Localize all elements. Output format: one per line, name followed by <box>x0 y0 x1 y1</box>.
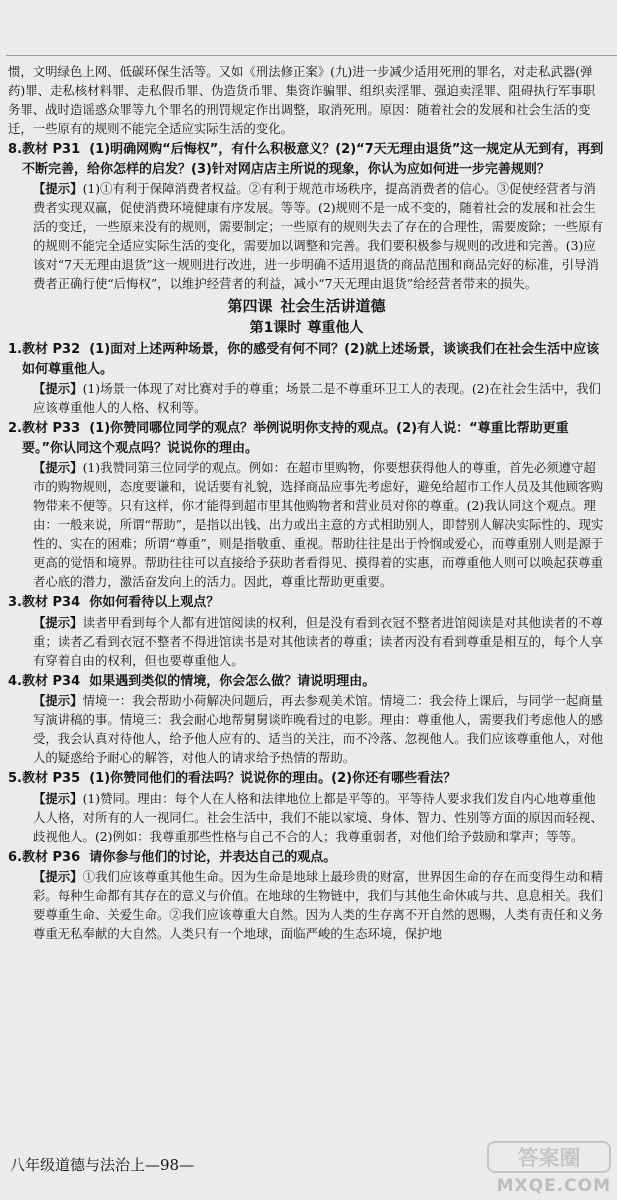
question-item <box>8 672 605 768</box>
textbook-ref: 教材 P32 <box>22 342 81 357</box>
hint-text: 读者甲看到每个人都有进馆阅读的权利，但是没有看到衣冠不整者进馆阅读是对其他读者的不尊重；读者乙看到衣冠不整者不得进馆读书是对其他读者的尊重；读者丙没有看到尊重是相互的，每个人享有穿着自由的权利，但也要尊重他人。 <box>33 614 603 668</box>
hint-paragraph <box>8 867 605 943</box>
question-heading <box>8 419 605 458</box>
question-number: 8. <box>8 142 22 157</box>
lesson-title: 社会生活讲道德 <box>280 297 386 315</box>
textbook-ref: 教材 P33 <box>22 421 81 436</box>
hint-label: 【提示】 <box>33 460 83 475</box>
section-heading <box>8 318 605 338</box>
question-item <box>8 419 605 591</box>
page-content <box>8 62 605 943</box>
question-heading <box>8 672 605 692</box>
section-number: 第1课时 <box>249 320 302 336</box>
question-heading <box>8 848 605 868</box>
textbook-ref: 教材 P34 <box>22 673 81 689</box>
question-text: (1)你赞同他们的看法吗？说说你的理由。(2)你还有哪些看法？ <box>89 771 457 786</box>
question-text: (1)明确网购“后悔权”，有什么积极意义？(2)“7天无理由退货”这一规定从无到有，再到不断完善，给你怎样的启发？(3)针对网店店主所说的现象，你认为应如何进一步完善规则？ <box>22 142 604 177</box>
question-8 <box>8 140 605 293</box>
section-title: 尊重他人 <box>307 320 364 336</box>
question-list <box>8 340 605 943</box>
hint-label: 【提示】 <box>33 693 83 708</box>
hint-text: (1)我赞同第三位同学的观点。例如：在超市里购物，你要想获得他人的尊重，首先必须遵守超市的购物规则，态度要谦和，说话要有礼貌，选择商品应事先考虑好，避免给超市工作人员及其他顾客购物带来不便等。只有这样，你才能得到超市里其他购物者和营业员对你的尊重。(2)我认同这个观点。理由：一般来说，所谓“帮助”，是指以出钱、出力或出主意的方式相助别人，即替别人解决实际性的、现实性的、实在的困难；所谓“尊重”，则是指敬重、重视。帮助往往是出于怜悯或爱心，而尊重别人则是源于更高的觉悟和境界。帮助往往可以直接给予获助者看得见、摸得着的实惠，而尊重他人则可以唤起获尊重者心底的潜力，激活奋发向上的活力。因此，尊重比帮助更重要。 <box>33 460 604 589</box>
question-number: 5. <box>8 771 22 786</box>
question-number: 6. <box>8 849 22 865</box>
question-heading <box>8 769 605 789</box>
question-item <box>8 340 605 417</box>
svg-text:答案圈: 答案圈 <box>517 1146 581 1170</box>
textbook-ref: 教材 P34 <box>22 595 81 610</box>
question-text: 如果遇到类似的情境，你会怎么做？请说明理由。 <box>89 673 376 689</box>
top-rule <box>6 55 617 56</box>
hint-label: 【提示】 <box>33 614 83 630</box>
hint-text: (1)场景一体现了对比赛对手的尊重；场景二是不尊重环卫工人的表现。(2)在社会生活中，我们应该尊重他人的人格、权利等。 <box>33 381 601 415</box>
question-text: 请你参与他们的讨论，并表达自己的观点。 <box>89 849 337 865</box>
hint-paragraph <box>8 379 605 417</box>
question-text: (1)面对上述两种场景，你的感受有何不同？(2)就上述场景，谈谈我们在社会生活中应该如何尊重他人。 <box>22 342 600 377</box>
textbook-ref: 教材 P31 <box>22 142 81 157</box>
hint-paragraph <box>8 613 605 670</box>
question-item <box>8 593 605 670</box>
hint-text: (1)赞同。理由：每个人在人格和法律地位上都是平等的。平等待人要求我们发自内心地尊重他人人格，对所有的人一视同仁。社会生活中，我们不能以家境、身体、智力、性别等方面的原因而轻视、歧视他人。(2)例如：我尊重那些性格与自己不合的人；我尊重弱者，对他们给予鼓励和掌声；等等。 <box>33 790 603 844</box>
hint-text: 情境一：我会帮助小荷解决问题后，再去参观美术馆。情境二：我会待上课后，与同学一起商量写演讲稿的事。情境三：我会耐心地帮舅舅谈昨晚看过的电影。理由：尊重他人，需要我们考虑他人的感受，我会认真对待他人，给予他人应有的、适当的关注，而不冷落、忽视他人。我们应该尊重他人，对他人的疑惑给予耐心的解答，对他人的请求给予热情的帮助。 <box>33 693 603 765</box>
hint-text: (1)①有利于保障消费者权益。②有利于规范市场秩序，提高消费者的信心。③促使经营者与消费者实现双赢，促使消费环境健康有序发展。等等。(2)规则不是一成不变的，随着社会的发展和社会生活的变迁，一些原来没有的规则，需要制定；一些原有的规则失去了存在的合理性，需要废除；一些原有的规则不能完全适应实际生活的变化，需要加以调整和完善。我们要积极参与规则的改进和完善。(3)应该对“7天无理由退货”这一规则进行改进，进一步明确不适用退货的商品范围和商品完好的标准，引导消费者正确行使“后悔权”，以维护经营者的利益，减小“7天无理由退货”给经营者带来的损失。 <box>33 181 603 291</box>
question-heading <box>8 593 605 613</box>
lesson-number: 第四课 <box>227 297 273 315</box>
textbook-ref: 教材 P36 <box>22 849 81 865</box>
question-heading <box>8 340 605 379</box>
hint-paragraph <box>8 789 605 846</box>
hint-paragraph <box>8 458 605 591</box>
question-item <box>8 848 605 944</box>
question-number: 4. <box>8 673 22 689</box>
question-item <box>8 769 605 846</box>
question-text: (1)你赞同哪位同学的观点？举例说明你支持的观点。(2)有人说：“尊重比帮助更重要。”你认同这个观点吗？说说你的理由。 <box>22 421 569 456</box>
hint-label: 【提示】 <box>33 869 83 884</box>
textbook-ref: 教材 P35 <box>22 771 81 786</box>
hint-paragraph <box>8 691 605 767</box>
lesson-heading <box>8 296 605 317</box>
hint-label: 【提示】 <box>33 181 83 196</box>
hint-paragraph <box>8 179 605 293</box>
question-number: 1. <box>8 342 22 357</box>
watermark-logo <box>487 1140 611 1174</box>
watermark-url: MXQE.COM <box>496 1176 611 1196</box>
page-footer: 八年级道德与法治上—98— <box>10 1156 195 1174</box>
intro-paragraph: 惯，文明绿色上网、低碳环保生活等。又如《刑法修正案》(九)进一步减少适用死刑的罪名，对走私武器(弹药)罪、走私核材料罪、走私假币罪、伪造货币罪、集资诈骗罪、组织卖淫罪、强迫卖淫罪、阻碍执行军事职务罪、战时造谣惑众罪等九个罪名的刑罚规定作出调整，取消死刑。原因：随着社会的发展和社会生活的变迁，一些原有的规则不能完全适应实际生活的变化。 <box>8 64 596 136</box>
hint-text: ①我们应该尊重其他生命。因为生命是地球上最珍贵的财富，世界因生命的存在而变得生动和精彩。每种生命都有其存在的意义与价值。在地球的生物链中，我们与其他生命休戚与共、息息相关。我们要尊重生命、关爱生命。②我们应该尊重大自然。因为人类的生存离不开自然的恩赐，人类有责任和义务尊重无私奉献的大自然。人类只有一个地球，面临严峻的生态环境，保护地 <box>33 869 603 941</box>
question-number: 2. <box>8 421 22 436</box>
question-number: 3. <box>8 595 22 610</box>
question-heading <box>8 140 605 179</box>
question-text: 你如何看待以上观点？ <box>89 595 220 610</box>
hint-label: 【提示】 <box>33 790 83 806</box>
hint-label: 【提示】 <box>33 381 83 396</box>
watermark <box>487 1140 611 1198</box>
